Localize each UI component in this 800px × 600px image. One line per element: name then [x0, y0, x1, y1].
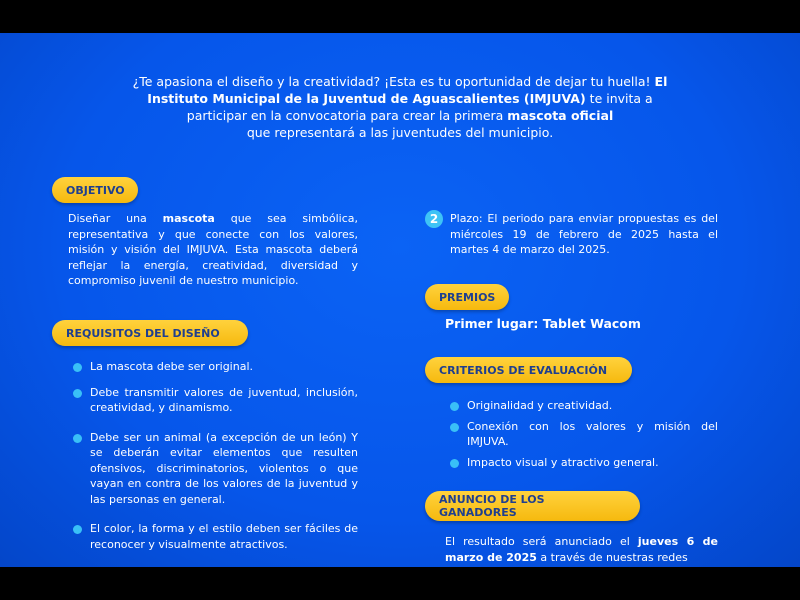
objetivo-text [68, 211, 358, 289]
intro-part: ¿Te apasiona el diseño y la creatividad? ¡Esta es tu oportunidad de dejar tu huella! [132, 74, 655, 89]
bold-text: jueves 6 de marzo de 2025 [445, 535, 718, 564]
intro-bold: mascota oficial [507, 108, 614, 123]
bullet-icon [450, 459, 459, 468]
list-item [450, 455, 718, 471]
item-text: El color, la forma y el estilo deben ser fáciles de reconocer y visualmente atractivos. [90, 522, 358, 551]
bullet-icon [73, 363, 82, 372]
bold-text: mascota [162, 212, 215, 225]
text: Diseñar una [68, 212, 163, 225]
list-item [73, 521, 358, 552]
poster [0, 33, 800, 567]
item-text: Originalidad y creatividad. [467, 399, 613, 412]
intro-bold: El Instituto Municipal de la Juventud de Aguascalientes (IMJUVA) [147, 74, 668, 106]
item-text: Impacto visual y atractivo general. [467, 455, 659, 469]
plazo-text: Plazo: El periodo para enviar propuestas es del miércoles 19 de febrero de 2025 hasta el martes 4 de marzo del 2025. [450, 212, 718, 256]
bullet-icon [73, 525, 82, 534]
bullet-icon [73, 389, 82, 398]
bullet-icon [73, 434, 82, 443]
requisitos-list [73, 359, 358, 562]
item-text: Debe transmitir valores de juventud, inclusión, creatividad, y dinamismo. [90, 385, 358, 414]
list-item [73, 430, 358, 508]
list-item [450, 419, 718, 450]
bullet-icon [450, 402, 459, 411]
anuncio-heading: ANUNCIO DE LOS GANADORES [425, 491, 640, 521]
bullet-icon [450, 423, 459, 432]
intro-part: te invita a participar en la convocatoria para crear la primera [186, 91, 653, 123]
text: que sea simbólica, representativa y que conecte con los valores, misión y visión del IMJUVA. Esta mascota deberá reflejar la energía, creatividad, diversidad y compromiso juvenil de nuestro municipio. [68, 212, 358, 287]
text: a través de nuestras redes [536, 550, 688, 564]
requisitos-heading: REQUISITOS DEL DISEÑO [52, 320, 248, 346]
intro-text [120, 73, 680, 141]
anuncio-text [445, 534, 718, 565]
premios-text: Primer lugar: Tablet Wacom [445, 316, 641, 331]
premios-heading: PREMIOS [425, 284, 509, 310]
item-text: La mascota debe ser original. [90, 360, 254, 373]
list-item [73, 385, 358, 416]
item-text: Conexión con los valores y misión del IMJUVA. [467, 419, 718, 448]
criterios-list [450, 398, 718, 480]
intro-part: que representará a las juventudes del municipio. [246, 125, 554, 140]
item-text: Debe ser un animal (a excepción de un león) Y se deberán evitar elementos que resulten ofensivos, discriminatorios, violentos o que vayan en contra de los valores de la juventud y las personas en general. [90, 430, 358, 506]
objetivo-heading: OBJETIVO [52, 177, 138, 203]
criterios-heading: CRITERIOS DE EVALUACIÓN [425, 357, 632, 383]
text: El resultado será anunciado el [445, 535, 638, 548]
list-item [73, 359, 358, 375]
list-item [450, 398, 718, 414]
step-number-icon: 2 [425, 210, 443, 228]
